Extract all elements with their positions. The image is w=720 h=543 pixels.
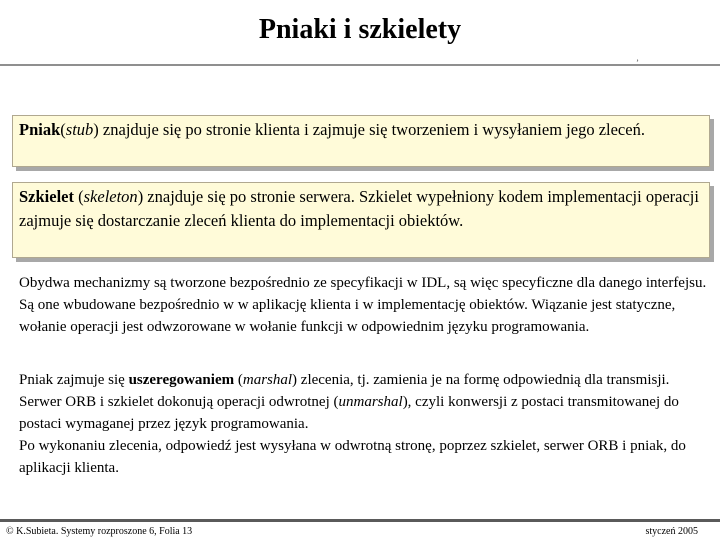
marshal-text-4: ), czyli konwersji z postaci transmitowanej do postaci wymaganej przez język programowania. <box>19 394 679 432</box>
title-divider <box>0 64 720 66</box>
marshalling-paragraph <box>19 369 715 479</box>
marshal-term-en: marshal <box>242 372 293 388</box>
footer-date: styczeń 2005 <box>645 526 698 537</box>
skeleton-definition-text: ) znajduje się po stronie serwera. Szkielet wypełniony kodem implementacji operacji zajmuje się dostarczanie zleceń klienta do implementacji obiektów. <box>19 187 699 230</box>
skeleton-paren-open: ( <box>74 187 84 206</box>
mechanisms-paragraph: Obydwa mechanizmy są tworzone bezpośrednio ze specyfikacji w IDL, są więc specyficzne dla danego interfejsu. Są one wbudowane bezpośrednio w w aplikację klienta i w implementację obiektów. Wiązanie jest statyczne, wołanie operacji jest odwzorowane w wołanie funkcji w odpowiednim języku programowania. <box>19 275 707 335</box>
marshal-text-1: Pniak zajmuje się <box>19 372 129 388</box>
skeleton-term-en: skeleton <box>83 187 138 206</box>
skeleton-definition-box <box>12 182 710 258</box>
stub-term: Pniak <box>19 120 61 139</box>
stub-paren-open: ( <box>60 120 66 139</box>
marshal-term: uszeregowaniem <box>128 372 235 388</box>
marshal-text-2: ( <box>234 372 243 388</box>
stub-term-en: stub <box>65 120 94 139</box>
response-text: Po wykonaniu zlecenia, odpowiedź jest wysyłana w odwrotną stronę, poprzez szkielet, serwer ORB i pniak, do aplikacji klienta. <box>19 438 686 476</box>
decorative-tick: ’ <box>636 58 639 68</box>
marshal-text-3: ) zlecenia, tj. zamienia je na formę odpowiednią dla transmisji. Serwer ORB i szkielet dokonują operacji odwrotnej ( <box>19 372 670 410</box>
unmarshal-term-en: unmarshal <box>338 394 403 410</box>
slide-footer <box>0 519 720 543</box>
stub-definition-box <box>12 115 710 167</box>
stub-definition-text: ) znajduje się po stronie klienta i zajmuje się tworzeniem i wysyłaniem jego zleceń. <box>93 120 645 139</box>
slide-title: Pniaki i szkielety <box>258 14 462 45</box>
skeleton-term: Szkielet <box>19 187 74 206</box>
footer-copyright: © K.Subieta. Systemy rozproszone 6, Folia 13 <box>6 526 193 537</box>
